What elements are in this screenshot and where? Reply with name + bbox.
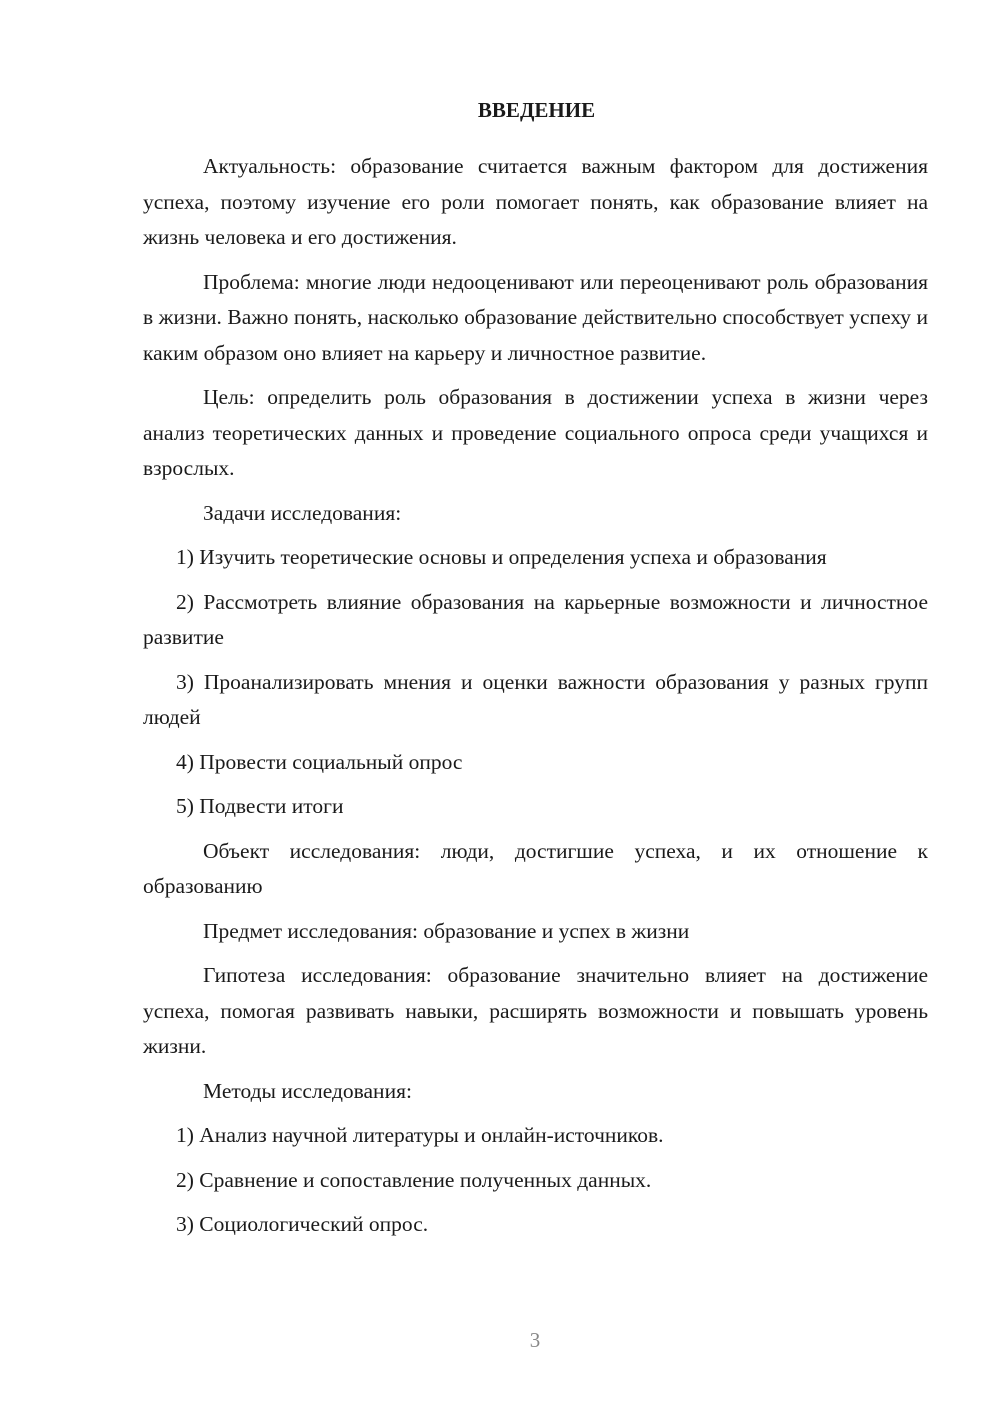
hypothesis-paragraph: Гипотеза исследования: образование значительно влияет на достижение успеха, помогая развивать навыки, расширять возможности и повышать уровень жизни.	[143, 963, 928, 1058]
problem-paragraph: Проблема: многие люди недооценивают или переоценивают роль образования в жизни. Важно понять, насколько образование действительно способствует успеху и каким образом оно влияет на карьеру и личностное развитие.	[143, 269, 928, 365]
task-item: 5) Подвести итоги	[176, 794, 344, 818]
page-number: 3	[529, 1328, 541, 1352]
task-item: 3) Проанализировать мнения и оценки важности образования у разных групп людей	[143, 669, 928, 729]
document-page	[143, 92, 928, 1252]
section-title: ВВЕДЕНИЕ	[477, 98, 596, 122]
method-item: 1) Анализ научной литературы и онлайн-источников.	[176, 1123, 664, 1147]
task-item: 1) Изучить теоретические основы и определения успеха и образования	[176, 545, 827, 569]
tasks-heading: Задачи исследования:	[203, 500, 402, 525]
task-item: 4) Провести социальный опрос	[176, 749, 463, 774]
method-item: 2) Сравнение и сопоставление полученных данных.	[176, 1167, 652, 1192]
task-item: 2) Рассмотреть влияние образования на карьерные возможности и личностное развитие	[143, 589, 928, 649]
object-paragraph: Объект исследования: люди, достигшие успеха, и их отношение к образованию	[143, 838, 928, 898]
subject-paragraph: Предмет исследования: образование и успех в жизни	[203, 918, 690, 943]
goal-paragraph: Цель: определить роль образования в достижении успеха в жизни через анализ теоретических данных и проведение социального опроса среди учащихся и взрослых.	[143, 385, 928, 480]
methods-heading: Методы исследования:	[203, 1078, 412, 1103]
relevance-paragraph: Актуальность: образование считается важным фактором для достижения успеха, поэтому изучение его роли помогает понять, как образование влияет на жизнь человека и его достижения.	[143, 154, 928, 249]
method-item: 3) Социологический опрос.	[176, 1212, 429, 1236]
